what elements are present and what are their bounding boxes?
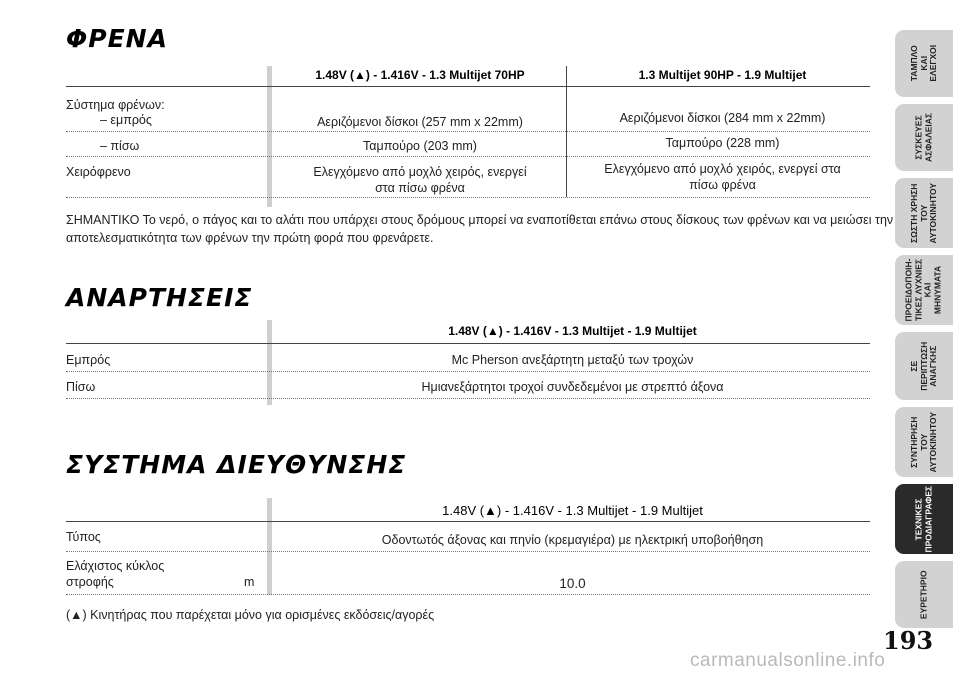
steer-circle-value: 10.0 <box>559 576 586 591</box>
tab-label: ΣΩΣΤΗ ΧΡΗΣΗ ΤΟΥ ΑΥΤΟΚΙΝΗΤΟΥ <box>908 182 938 244</box>
tab-dashboard-controls[interactable] <box>895 30 953 97</box>
brakes-note-line1: ΣΗΜΑΝΤΙΚΟ Το νερό, ο πάγος και το αλάτι που υπάρχει στους δρόμους μπορεί να εναποτίθεται επάνω στους δίσκους των φρένων και να μειώσει την <box>66 213 894 227</box>
steering-title: ΣΥΣΤΗΜΑ ΔΙΕΥΘΥΝΣΗΣ <box>66 450 407 479</box>
column-marker <box>267 498 272 595</box>
brakes-col2-header: 1.3 Multijet 90HP - 1.9 Multijet <box>638 68 807 82</box>
row-rule <box>66 371 870 372</box>
tab-maintenance[interactable] <box>895 407 953 477</box>
brakes-note-line2: αποτελεσματικότητα των φρένων την πρώτη φορά που φρενάρετε. <box>66 231 434 245</box>
tab-warning-lights[interactable] <box>895 255 953 325</box>
row-rule <box>66 594 870 595</box>
steer-row-type: Τύπος <box>66 530 101 544</box>
row-label-handbrake: Χειρόφρενο <box>66 165 131 179</box>
tab-safety-devices[interactable] <box>895 104 953 171</box>
tab-label: ΕΥΡΕΤΗΡΙΟ <box>918 570 929 619</box>
steer-unit: m <box>244 575 255 589</box>
c1-handbrake-line2: στα πίσω φρένα <box>375 181 465 195</box>
susp-row-front: Εμπρός <box>66 353 111 367</box>
header-rule <box>66 343 870 344</box>
tab-technical-specs[interactable] <box>895 484 953 554</box>
c2-rear-value: Ταμπούρο (228 mm) <box>665 136 780 150</box>
row-label-system: Σύστημα φρένων: <box>66 98 165 112</box>
tab-label: ΤΕΧΝΙΚΕΣ ΠΡΟΔΙΑΓΡΑΦΕΣ <box>913 485 933 552</box>
tab-label: ΣΕ ΠΕΡΙΠΤΩΣΗ ΑΝΑΓΚΗΣ <box>908 341 938 391</box>
row-rule <box>66 398 870 399</box>
page-number: 193 <box>883 626 934 655</box>
row-rule <box>66 131 870 132</box>
susp-row-rear: Πίσω <box>66 380 96 394</box>
suspension-title: ΑΝΑΡΤΗΣΕΙΣ <box>66 283 253 312</box>
tab-index[interactable] <box>895 561 953 628</box>
c1-front-value: Αεριζόμενοι δίσκοι (257 mm x 22mm) <box>317 115 523 129</box>
suspension-header: 1.48V (▲) - 1.416V - 1.3 Multijet - 1.9 Multijet <box>448 324 697 338</box>
header-rule <box>66 521 870 522</box>
tab-label: ΤΑΜΠΛΟ ΚΑΙ ΕΛΕΓΧΟΙ <box>908 45 938 82</box>
footnote: (▲) Κινητήρας που παρέχεται μόνο για ορισμένες εκδόσεις/αγορές <box>66 608 435 622</box>
row-rule <box>66 551 870 552</box>
tab-label: ΠΡΟΕΙΔΟΠΟΙΗ- ΤΙΚΕΣ ΛΥΧΝΙΕΣ ΚΑΙ ΜΗΝΥΜΑΤΑ <box>904 258 943 322</box>
tab-correct-use[interactable] <box>895 178 953 248</box>
steering-header: 1.48V (▲) - 1.416V - 1.3 Multijet - 1.9 Multijet <box>442 503 703 518</box>
row-rule <box>66 156 870 157</box>
steer-row-circle-line1: Ελάχιστος κύκλος <box>66 559 165 573</box>
steer-type-value: Οδοντωτός άξονας και πηνίο (κρεμαγιέρα) με ηλεκτρική υποβοήθηση <box>381 533 764 547</box>
row-rule <box>66 197 870 198</box>
c1-handbrake-line1: Ελεγχόμενο από μοχλό χειρός, ενεργεί <box>313 165 527 179</box>
tab-label: ΣΥΣΚΕΥΕΣ ΑΣΦΑΛΕΙΑΣ <box>913 112 933 163</box>
susp-front-value: Mc Pherson ανεξάρτητη μεταξύ των τροχών <box>451 353 694 367</box>
c2-handbrake-line1: Ελεγχόμενο από μοχλό χειρός, ενεργεί στα <box>604 162 841 176</box>
row-label-front: – εμπρός <box>100 113 152 127</box>
c2-handbrake-line2: πίσω φρένα <box>689 178 756 192</box>
column-marker <box>267 320 272 405</box>
brakes-title: ΦΡΕΝΑ <box>66 24 168 53</box>
c1-rear-value: Ταμπούρο (203 mm) <box>363 139 477 153</box>
header-rule <box>66 86 870 87</box>
susp-rear-value: Ημιανεξάρτητοι τροχοί συνδεδεμένοι με στρεπτό άξονα <box>421 380 724 394</box>
c2-front-value: Αεριζόμενοι δίσκοι (284 mm x 22mm) <box>619 111 826 125</box>
watermark: carmanualsonline.info <box>690 650 886 671</box>
tab-emergency[interactable] <box>895 332 953 400</box>
row-label-rear: – πίσω <box>100 139 140 153</box>
tab-label: ΣΥΝΤΗΡΗΣΗ ΤΟΥ ΑΥΤΟΚΙΝΗΤΟΥ <box>908 411 938 473</box>
brakes-col1-header: 1.48V (▲) - 1.416V - 1.3 Multijet 70HP <box>315 68 525 82</box>
column-marker <box>267 66 272 207</box>
steer-row-circle-line2: στροφής <box>66 575 114 589</box>
